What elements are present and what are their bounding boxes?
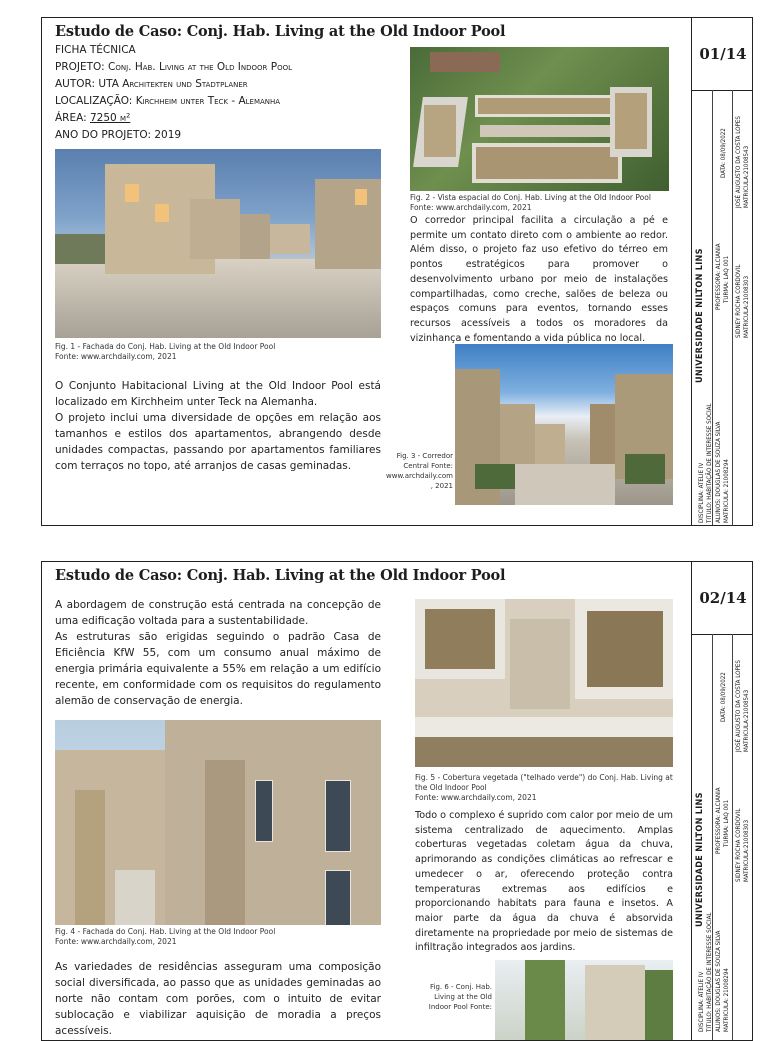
ficha-ano: ANO DO PROJETO: 2019	[55, 129, 182, 141]
ficha-area: ÁREA: 7250 m²	[55, 112, 131, 124]
strip-disciplina: DISCIPLINA: ATELIE IV	[698, 971, 705, 1032]
strip-professora: PROFESSORA: ALCIANIA	[715, 787, 722, 854]
strip-matricula1: MATRICULA:21008543	[743, 145, 750, 208]
intro-paragraph: O Conjunto Habitacional Living at the Old Indoor Pool está localizado em Kirchheim unter Teck na Alemanha. O projeto inclui uma diversidade de opções em relação aos tamanhos e estilos dos apartamentos, abrangendo desde unidades compactas, passando por apartamentos familiares com terraços no topo, até arranjos de casas geminadas.	[55, 380, 381, 472]
sheet-title: Estudo de Caso: Conj. Hab. Living at the Old Indoor Pool	[55, 23, 506, 40]
title-block	[691, 18, 753, 525]
ficha-projeto: PROJETO: Conj. Hab. Living at the Old Indoor Pool	[55, 61, 292, 73]
sheet-title: Estudo de Caso: Conj. Hab. Living at the Old Indoor Pool	[55, 567, 506, 584]
strip-date: DATA: 08/09/2022	[720, 672, 727, 722]
figure-6-caption: Fig. 6 - Conj. Hab. Living at the Old Indoor Pool Fonte:	[428, 983, 492, 1011]
figure-3-corridor-photo	[455, 344, 673, 505]
sheet-main-area	[42, 562, 691, 1040]
ficha-localizacao: LOCALIZAÇÃO: Kirchheim unter Teck - Alemanha	[55, 95, 281, 107]
strip-matricula3: MATRICULA: 21008294	[723, 459, 730, 523]
strip-aluno1: JOSÉ AUGUSTO DA COSTA LOPES	[735, 116, 742, 208]
corridor-paragraph: O corredor principal facilita a circulação a pé e permite um contato direto com o ambiente ao redor. Além disso, o projeto faz uso efetivo do térreo em pontos estratégicos para promover o desenvolvimento urbano por meio de instalações compartilhadas, como creche, salões de beleza ou espaços comuns para eventos, tornando esses recursos acessíveis a todos os moradores da vizinhança e fomentando a vida pública no local.	[410, 215, 668, 344]
strip-matricula2: MATRICULA:21008303	[743, 275, 750, 338]
ficha-autor: AUTOR: UTA Architekten und Stadtplaner	[55, 78, 248, 90]
page-number: 01/14	[692, 18, 753, 91]
strip-titulo: TITULO: HABITAÇÃO DE INTERESSE SOCIAL	[706, 912, 713, 1032]
strip-alunos: ALUNOS: DOUGLAS DE SOUZA SILVA	[715, 930, 722, 1032]
strip-aluno1: JOSÉ AUGUSTO DA COSTA LOPES	[735, 660, 742, 752]
sheet-main-area	[42, 18, 691, 525]
figure-3-caption: Fig. 3 - Corredor Central Fonte: www.archdaily.com , 2021	[386, 452, 453, 490]
strip-aluno2: SIDNEY ROCHA CORDOVIL	[735, 264, 742, 338]
sheet-page-1	[41, 17, 753, 526]
strip-professora: PROFESSORA: ALCIANIA	[715, 243, 722, 310]
figure-5-caption: Fig. 5 - Cobertura vegetada ("telhado verde") do Conj. Hab. Living at the Old Indoor Pool Fonte: www.archdaily.com, 2021	[415, 773, 673, 802]
figure-1-caption: Fig. 1 - Fachada do Conj. Hab. Living at the Old Indoor Pool Fonte: www.archdaily.com, 2021	[55, 342, 276, 361]
figure-4-facade-photo	[55, 720, 381, 925]
figure-5-green-roof-photo	[415, 599, 673, 767]
strip-titulo: TITULO: HABITAÇÃO DE INTERESSE SOCIAL	[706, 403, 713, 523]
figure-4-caption: Fig. 4 - Fachada do Conj. Hab. Living at the Old Indoor Pool Fonte: www.archdaily.com, 2021	[55, 927, 276, 946]
figure-6-photo	[495, 960, 673, 1041]
page-number: 02/14	[692, 562, 753, 635]
strip-turma: TURMA: LAQ 001	[723, 255, 730, 303]
ficha-tecnica	[55, 42, 292, 144]
sheet-page-2	[41, 561, 753, 1041]
intro-paragraph: A abordagem de construção está centrada na concepção de uma edificação voltada para a sustentabilidade. As estruturas são erigidas seguindo o padrão Casa de Eficiência KfW 55, com um consumo anual máximo de energia primária equivalente a 55% em relação a um edifício recente, em conformidade com os requisitos do regulamento alemão de conservação de energia.	[55, 599, 381, 707]
strip-alunos: ALUNOS: DOUGLAS DE SOUZA SILVA	[715, 421, 722, 523]
figure-2-caption: Fig. 2 - Vista espacial do Conj. Hab. Living at the Old Indoor Pool Fonte: www.archdaily.com, 2021	[410, 193, 651, 212]
variety-paragraph: As variedades de residências asseguram uma composição social diversificada, ao passo que as unidades geminadas ao norte não contam com porões, com o intuito de evitar sublocação e viabilizar aquisição de moradia a preços acessíveis.	[55, 961, 381, 1037]
heat-paragraph: Todo o complexo é suprido com calor por meio de um sistema centralizado de aquecimento. Amplas coberturas vegetadas coletam água da chuva, aprimorando as condições climáticas ao refrescar e umedecer o ar, oferecendo proteção contra temperaturas extremas aos edifícios e proporcionando habitats para fauna e insetos. A maior parte da água da chuva é absorvida diretamente na propriedade por meio de sistemas de infiltração integrados aos jardins.	[415, 810, 673, 954]
title-block	[691, 562, 753, 1040]
strip-matricula3: MATRICULA: 21008294	[723, 968, 730, 1032]
strip-turma: TURMA: LAQ 001	[723, 799, 730, 847]
university-name: UNIVERSIDADE NILTON LINS	[695, 248, 705, 383]
figure-2-aerial-photo	[410, 47, 669, 191]
strip-matricula1: MATRICULA:21008543	[743, 689, 750, 752]
ficha-heading: FICHA TÉCNICA	[55, 44, 136, 56]
strip-matricula2: MATRICULA:21008303	[743, 819, 750, 882]
university-name: UNIVERSIDADE NILTON LINS	[695, 792, 705, 927]
figure-1-facade-photo	[55, 149, 381, 338]
strip-disciplina: DISCIPLINA: ATELIE IV	[698, 462, 705, 523]
strip-date: DATA: 08/09/2022	[720, 128, 727, 178]
strip-aluno2: SIDNEY ROCHA CORDOVIL	[735, 808, 742, 882]
